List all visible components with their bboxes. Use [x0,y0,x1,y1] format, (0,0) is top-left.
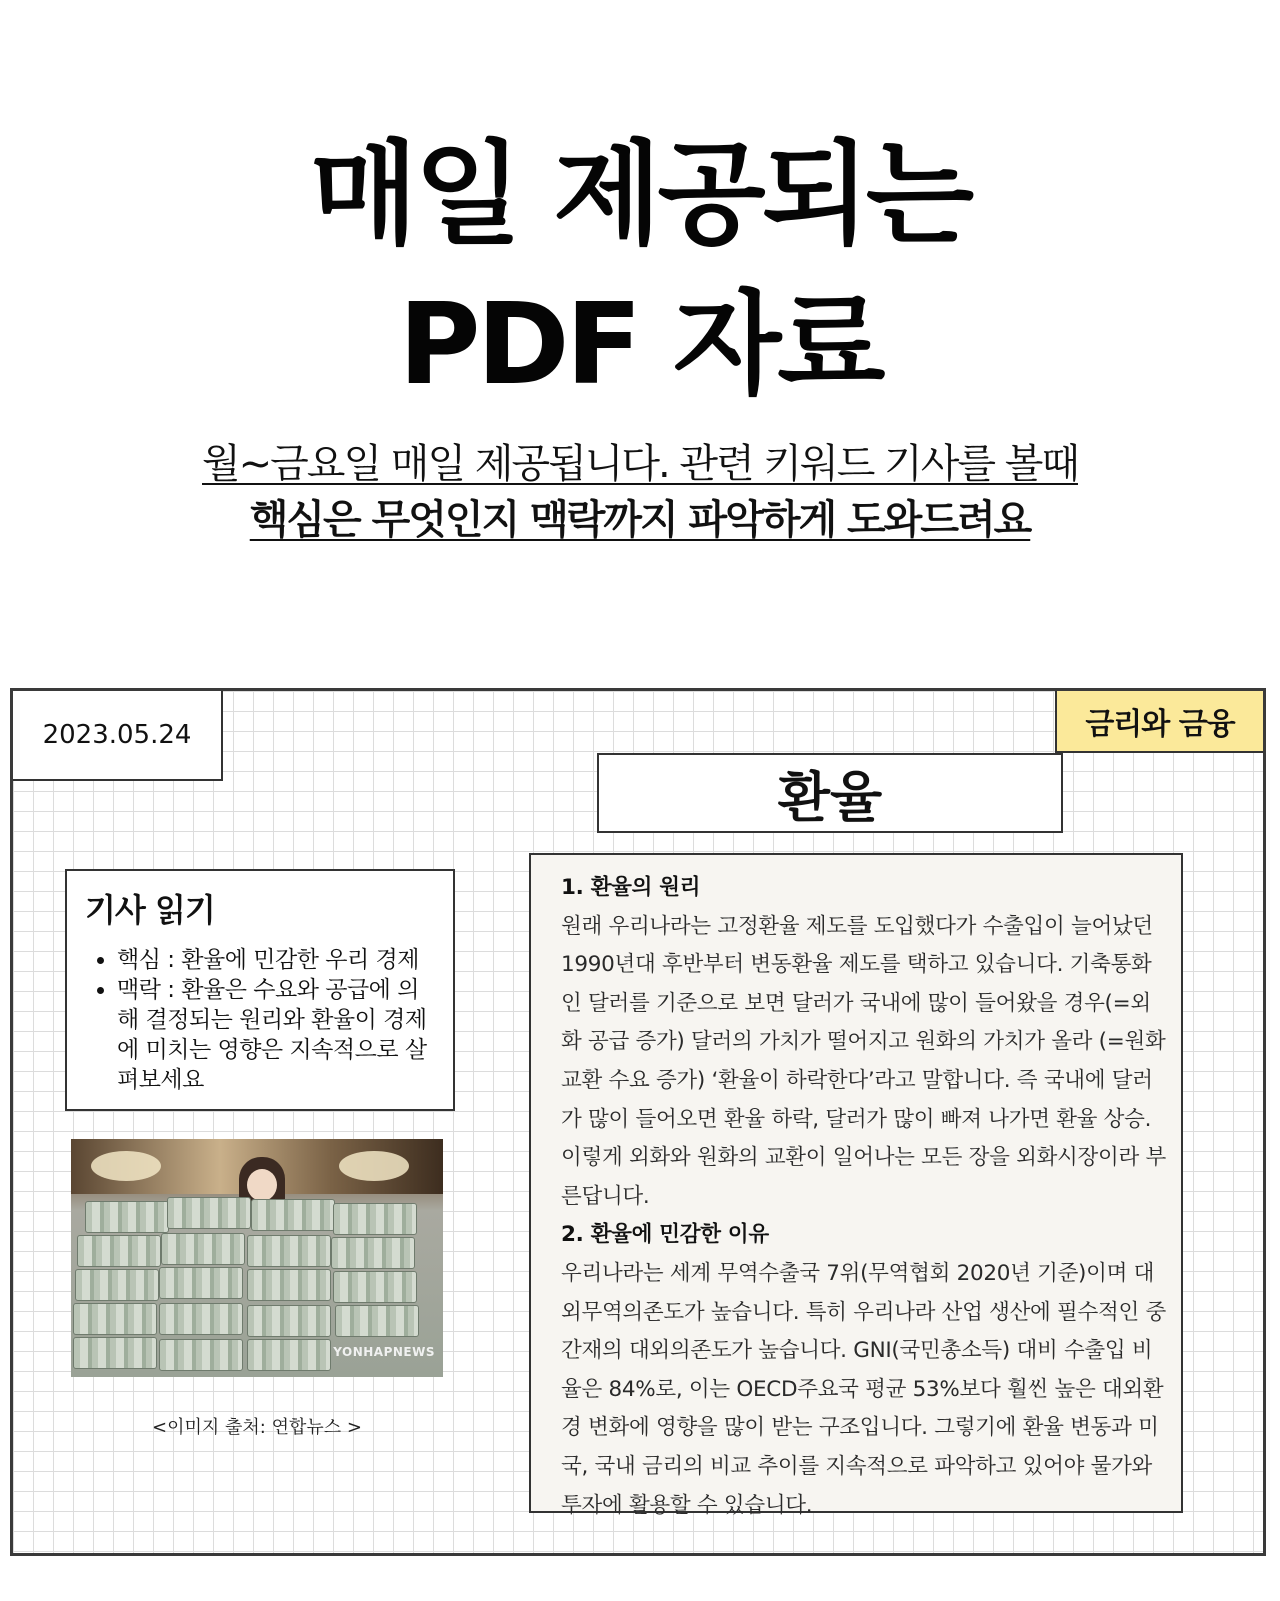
topic-title: 환율 [597,753,1063,833]
money-stack [247,1339,331,1371]
section1-title: 1. 환율의 원리 [561,875,701,900]
article-body [529,853,1183,1518]
money-stack [161,1233,245,1265]
title-line-2: PDF 자료 [398,280,882,410]
money-stack [159,1339,243,1371]
page-title [0,120,1280,420]
image-caption: <이미지 출처: 연합뉴스 > [152,1417,362,1438]
money-stack [75,1269,159,1301]
reading-heading: 기사 읽기 [85,891,215,929]
section2-paragraph-1: 우리나라는 세계 무역수출국 7위(무역협회 2020년 기준)이며 대외무역의존도가 높습니다. 특히 우리나라 산업 생산에 필수적인 중간재의 대외의존도가 높습니다. GNI(국민총소득) 대비 수출입 비율은 84%로, 이는 OECD주요국 평균 53%보다 훨씬 높은 대외환경 변화에 영향을 많이 받는 구조입니다. 그렇기에 환율 변동과 미국, 국내 금리의 비교 추이를 지속적으로 파악하고 있어야 물가와 투자에 활용할 수 있습니다. [561,1260,1166,1518]
page-subtitle [0,436,1280,548]
section1-paragraph-2: 이렇게 외화와 원화의 교환이 일어나는 모든 장을 외화시장이라 부른답니다. [561,1145,1166,1209]
photo-lamp [91,1151,161,1181]
money-stack [247,1235,331,1267]
money-stack [333,1203,417,1235]
category-tag: 금리와 금융 [1055,691,1263,753]
yonhap-watermark: YONHAPNEWS [333,1345,435,1359]
money-stack [247,1305,331,1337]
title-line-1: 매일 제공되는 [309,130,971,260]
date-label: 2023.05.24 [13,691,223,781]
reading-item-context: • 맥락 : 환율은 수요와 공급에 의해 결정되는 원리와 환율이 경제에 미치는 영향은 지속적으로 살펴보세요 [117,975,437,1095]
reading-item-core: • 핵심 : 환율에 민감한 우리 경제 [117,945,437,975]
money-stack [73,1303,157,1335]
money-stack [331,1237,415,1269]
photo-face [247,1169,277,1201]
money-stack [335,1305,419,1337]
subtitle-line-2: 핵심은 무엇인지 맥락까지 파악하게 도와드려요 [249,497,1031,543]
money-stack [73,1337,157,1369]
section1-paragraph-1: 원래 우리나라는 고정환율 제도를 도입했다가 수출입이 늘어났던 1990년대 후반부터 변동환율 제도를 택하고 있습니다. 기축통화인 달러를 기준으로 보면 달러가 국내에 많이 들어왔을 경우(=외화 공급 증가) 달러의 가치가 떨어지고 원화의 가치가 올라 (=원화 교환 수요 증가) ‘환율이 하락한다’라고 말합니다. 즉 국내에 달러가 많이 들어오면 환율 하락, 달러가 많이 빠져 나가면 환율 상승. [561,913,1166,1132]
money-stack [159,1267,243,1299]
reading-list [85,945,437,1095]
pdf-sample-sheet [10,688,1266,1556]
money-stack [167,1197,251,1229]
money-stack [251,1199,335,1231]
article-reading-box [65,869,455,1111]
photo-lamp [339,1151,409,1181]
subtitle-line-1: 월~금요일 매일 제공됩니다. 관련 키워드 기사를 볼때 [202,441,1078,487]
money-stack [247,1269,331,1301]
money-stack [333,1271,417,1303]
section2-title: 2. 환율에 민감한 이유 [561,1222,769,1248]
money-stack [85,1201,169,1233]
money-stack [77,1235,161,1267]
money-stack [159,1303,243,1335]
dollar-stacks-photo [71,1139,443,1377]
